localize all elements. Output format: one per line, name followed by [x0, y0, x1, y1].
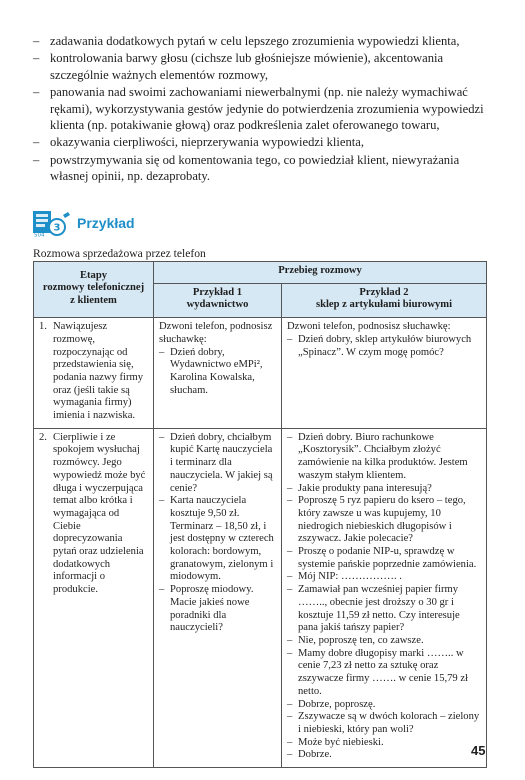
- list-item: [33, 50, 495, 83]
- table-row: [34, 428, 487, 767]
- list-item: [287, 737, 481, 750]
- dialog-line: Dzień dobry. Biuro rachunkowe „Kosztorysik”. Chciałbym złożyć zamówienie na kilka produktów. Jestem waszym stałym klientem.: [298, 431, 468, 481]
- list-item: [33, 134, 495, 150]
- bullet-text: kontrolowania barwy głosu (cichsze lub głośniejsze mówienie), akcentowania szczególnie ważnych elementów rozmowy,: [50, 51, 444, 82]
- stage-text: Cierpliwie i ze spokojem wysłuchaj rozmówcy. Jego wypowiedź może być długa i wyczerpująca temat albo krótka i wymagająca od Ciebie doprecyzowania pytań oraz udzielenia dodatkowych informacji o produkcie.: [53, 431, 146, 596]
- page-number: 45: [471, 743, 486, 758]
- dialog-line: Dobrze.: [298, 749, 332, 761]
- dialog-line: Poproszę 5 ryz papieru do ksero – tego, który zawsze u was kupujemy, 10 niedrogich niebieskich długopisów i zszywacz. Jakie polecacie?: [298, 495, 466, 545]
- bullet-dash: –: [287, 749, 293, 761]
- table-row: [34, 318, 487, 429]
- stage-item: [39, 432, 148, 597]
- header-line: z klientem: [70, 294, 117, 306]
- table-caption: Rozmowa sprzedażowa przez telefon: [33, 247, 206, 260]
- bullet-text: zadawania dodatkowych pytań w celu lepszego zrozumienia wypowiedzi klienta,: [50, 34, 460, 48]
- bullet-text: okazywania cierpliwości, nieprzerywania wypowiedzi klienta,: [50, 135, 365, 150]
- example-icon-badge: 3: [53, 222, 61, 234]
- list-item: [287, 334, 481, 359]
- bullet-dash: –: [287, 698, 293, 710]
- bullet-dash: –: [159, 584, 165, 596]
- list-item: [287, 432, 481, 483]
- example-icon-number: 504: [34, 232, 45, 237]
- list-item: [287, 546, 481, 571]
- bullet-dash: –: [287, 333, 293, 345]
- bullet-dash: –: [287, 584, 293, 596]
- bullet-dash: –: [287, 495, 293, 507]
- dialog-intro: Dzwoni telefon, podnosisz słuchawkę:: [287, 321, 451, 333]
- dialog-list: [159, 347, 276, 398]
- example-1-cell: [154, 318, 282, 429]
- list-item: [159, 584, 276, 635]
- dialog-line: Nie, poproszę ten, co zawsze.: [298, 634, 424, 646]
- bullet-dash: –: [287, 711, 293, 723]
- header-line: Etapy: [79, 269, 108, 281]
- list-item: [159, 432, 276, 496]
- bullet-text: panowania nad swoimi zachowaniami niewerbalnymi (np. nie należy wymachiwać rękami), wykorzystywania gestów jedynie do potwierdzenia zrozumienia wypowiedzi klienta (np. potakiwanie głową) oraz podkreślenia zalet oferowanego towaru,: [50, 85, 484, 133]
- dialog-line: Proszę o podanie NIP-u, sprawdzę w systemie pańskie poprzednie zamówienia.: [298, 546, 477, 570]
- bullet-dash: –: [159, 431, 165, 443]
- bullet-dash: –: [287, 482, 293, 494]
- bullet-dash: –: [287, 431, 293, 443]
- bullet-dash: –: [33, 152, 40, 167]
- list-item: [33, 152, 495, 185]
- bullet-dash: –: [159, 346, 165, 358]
- stage-number: 2.: [39, 431, 47, 443]
- example-icon: [33, 211, 71, 237]
- intro-bullet-list: [33, 33, 495, 186]
- list-item: [287, 699, 481, 712]
- list-item: [159, 495, 276, 584]
- dialog-line: Dobrze, poproszę.: [298, 698, 376, 710]
- dialog-line: Dzień dobry, sklep artykułów biurowych „Spinacz”. W czym mogę pomóc?: [298, 333, 472, 358]
- dialog-line: Dzień dobry, Wydawnictwo eMPi², Karolina Kowalska, słucham.: [170, 346, 263, 396]
- header-line: sklep z artykułami biurowymi: [315, 299, 453, 311]
- example-heading: [33, 211, 233, 237]
- dialog-line: Może być niebieski.: [298, 736, 384, 748]
- list-item: [287, 635, 481, 648]
- list-item: [287, 495, 481, 546]
- header-example-1: [154, 283, 282, 317]
- conversation-table: [33, 261, 487, 768]
- dialog-line: Jakie produkty pana interesują?: [298, 482, 432, 494]
- header-stages: [34, 262, 154, 318]
- list-item: [287, 571, 481, 584]
- bullet-dash: –: [287, 546, 293, 558]
- dialog-list: [287, 334, 481, 359]
- header-line: rozmowy telefonicznej: [42, 282, 145, 294]
- header-line: wydawnictwo: [186, 299, 249, 311]
- bullet-dash: –: [33, 51, 40, 66]
- bullet-dash: –: [287, 634, 293, 646]
- header-example-2: [282, 283, 487, 317]
- bullet-dash: –: [287, 571, 293, 583]
- dialog-line: Dzień dobry, chciałbym kupić Kartę nauczyciela i terminarz dla nauczyciela. W jakiej są cenie?: [170, 431, 273, 494]
- example-title: Przykład: [77, 215, 135, 231]
- list-item: [33, 33, 495, 49]
- list-item: [287, 584, 481, 635]
- header-line: Przykład 2: [359, 286, 409, 298]
- dialog-line: Poproszę miodowy. Macie jakieś nowe poradniki dla nauczycieli?: [170, 584, 254, 634]
- dialog-line: Zszywacze są w dwóch kolorach – zielony i niebieski, który pan woli?: [298, 711, 480, 735]
- example-2-cell: [282, 318, 487, 429]
- dialog-line: Mój NIP: ……………. .: [298, 571, 402, 583]
- example-1-cell: [154, 428, 282, 767]
- stage-cell: [34, 428, 154, 767]
- stage-text: Nawiązujesz rozmowę, rozpoczynając od przedstawienia się, podania nazwy firmy oraz (jeśli takie są wymagania firmy) imienia i nazwiska.: [53, 321, 144, 422]
- bullet-dash: –: [287, 736, 293, 748]
- dialog-list: [159, 432, 276, 635]
- bullet-dash: –: [287, 647, 293, 659]
- stage-number: 1.: [39, 321, 47, 333]
- bullet-text: powstrzymywania się od komentowania tego, co powiedział klient, niewyrażania własnej opinii, np. dezaprobaty.: [50, 152, 460, 184]
- list-item: [287, 749, 481, 762]
- dialog-line: Zamawiał pan wcześniej papier firmy …….., obecnie jest droższy o 30 gr i kosztuje 11,59 zł netto. Czy interesuje pana jakiś tańszy papier?: [298, 584, 460, 634]
- list-item: [287, 483, 481, 496]
- header-conversation: Przebieg rozmowy: [154, 262, 487, 284]
- dialog-line: Mamy dobre długopisy marki …….. w cenie 7,23 zł netto za sztukę oraz zszywacze firmy ……. w cenie 15,79 zł netto.: [298, 647, 469, 697]
- bullet-dash: –: [33, 85, 40, 100]
- header-line: Przykład 1: [192, 286, 243, 298]
- bullet-dash: –: [159, 495, 165, 507]
- stage-cell: [34, 318, 154, 429]
- dialog-intro: Dzwoni telefon, podnosisz słuchawkę:: [159, 321, 273, 345]
- list-item: [159, 347, 276, 398]
- stage-item: [39, 321, 148, 423]
- list-item: [33, 84, 495, 133]
- dialog-line: Karta nauczyciela kosztuje 9,50 zł. Terminarz – 18,50 zł, i jest dostępny w czterech kolorach: bordowym, granatowym, zielonym i miodowym.: [170, 495, 274, 583]
- list-item: [287, 711, 481, 736]
- dialog-list: [287, 432, 481, 762]
- bullet-dash: –: [33, 135, 40, 150]
- example-2-cell: [282, 428, 487, 767]
- bullet-dash: –: [33, 34, 40, 48]
- list-item: [287, 648, 481, 699]
